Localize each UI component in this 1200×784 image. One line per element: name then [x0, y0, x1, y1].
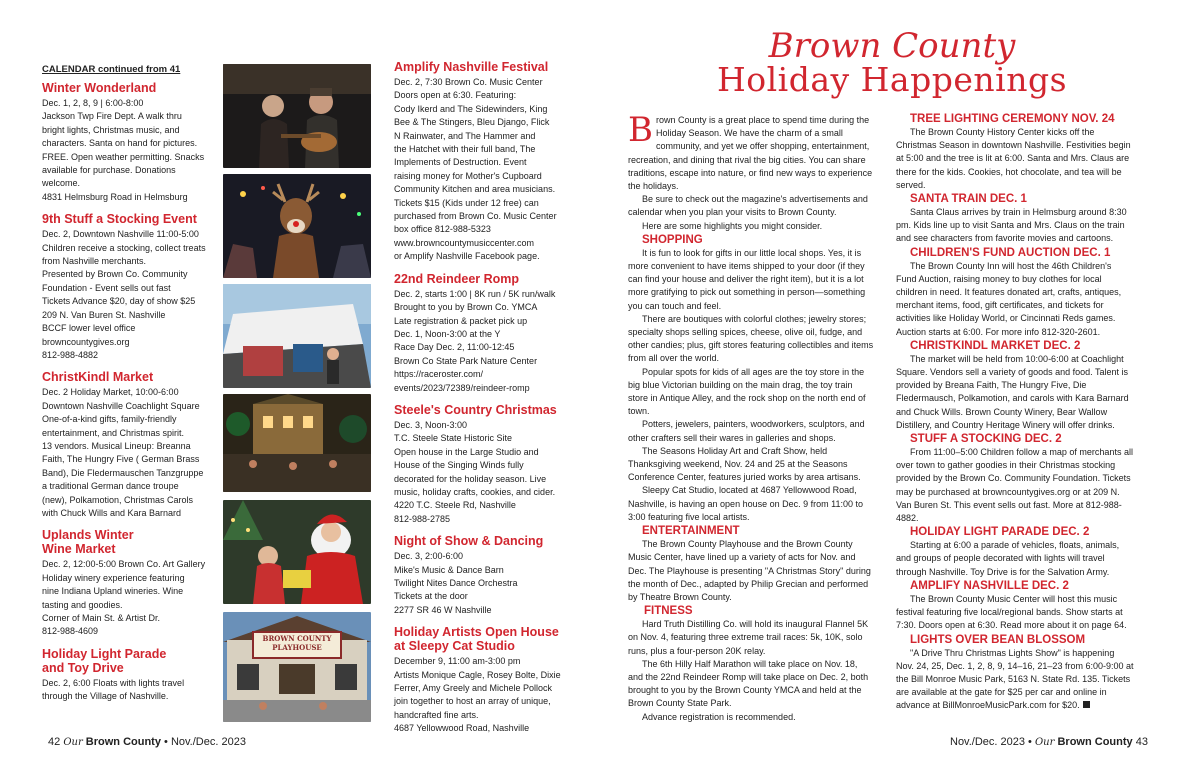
- calendar-event: [42, 81, 217, 204]
- article-paragraph: There are boutiques with colorful clothes; jewelry stores; specialty shops selling spices, cheese, olive oil, fudge, and other candies; plus, gift stores featuring collectibles and items from all over the world.: [628, 313, 874, 364]
- article-paragraph: Advance registration is recommended.: [642, 711, 796, 722]
- event-title: Amplify Nashville Festival: [394, 60, 549, 74]
- event-title: Steele's Country Christmas: [394, 402, 557, 417]
- event-paragraph: Santa Claus arrives by train in Helmsburg around 8:30 pm. Kids line up to visit Santa and Mrs. Claus on the train and see characters from favorite movies and cartoons.: [896, 207, 1127, 244]
- event-heading: TREE LIGHTING CEREMONY NOV. 24: [910, 113, 1115, 125]
- section-heading-shopping: SHOPPING: [642, 233, 703, 246]
- calendar-event: [42, 212, 217, 362]
- left-column-2: [394, 60, 572, 744]
- entertainment-section: [628, 538, 874, 604]
- calendar-event: [394, 403, 572, 526]
- shopping-section: [628, 247, 874, 524]
- event-heading: HOLIDAY LIGHT PARADE DEC. 2: [910, 526, 1090, 539]
- event-details: Dec. 2, Downtown Nashville 11:00-5:00 Children receive a stocking, collect treats from Nashville merchants. Presented by Brown Co. Community Foundation - Event sells out fast Tickets Advance $20, day of show $25 209 N. Van Buren St. Nashville BCCF lower level office browncountygives.org 812-988-4882: [42, 229, 206, 360]
- calendar-event: [42, 370, 217, 520]
- right-footer: [950, 736, 1148, 748]
- calendar-event: [394, 272, 572, 395]
- left-footer: [48, 736, 246, 748]
- intro-paragraph-3: Here are some highlights you might consider.: [642, 220, 823, 231]
- event-details: Dec. 2, 6:00 Floats with lights travel through the Village of Nashville.: [42, 677, 185, 702]
- event-title: Uplands Winter Wine Market: [42, 528, 134, 557]
- event-details: December 9, 11:00 am-3:00 pm Artists Monique Cagle, Rosey Bolte, Dixie Ferrer, Amy Greely and Michele Pollock join together to host an array of unique, handcrafted fine arts. 4687 Yellowwood Road, Nashville: [394, 656, 561, 734]
- event-heading: AMPLIFY NASHVILLE DEC. 2: [910, 579, 1069, 592]
- article-paragraph: Popular spots for kids of all ages are the toy store in the big blue Victorian building on the main drag, the toy train store in Antique Alley, and the rock shop on the north end of town.: [628, 366, 866, 417]
- article-paragraph: The Seasons Holiday Art and Craft Show, held Thanksgiving weekend, Nov. 24 and 25 at the Seasons Conference Center, features juried works by area artisans.: [628, 445, 861, 483]
- article-paragraph: Sleepy Cat Studio, located at 4687 Yellowwood Road, Nashville, is having an open house on Dec. 9 from 11:00 to 3:00 featuring five local artists.: [628, 485, 863, 522]
- event-details: Dec. 1, 2, 8, 9 | 6:00-8:00 Jackson Twp Fire Dept. A walk thru bright lights, Christmas music, and characters. Santa on hand for pictures. FREE. Open weather permitting. Snacks available for purchase. Donations welcome. 4831 Helmsburg Road in Helmsburg: [42, 98, 205, 202]
- calendar-events-col1: [42, 81, 217, 704]
- left-page-number: 42: [48, 736, 61, 748]
- right-events: [896, 112, 1134, 713]
- our-logo-right: Our: [1034, 737, 1055, 748]
- section-heading-entertainment: ENTERTAINMENT: [642, 525, 740, 538]
- article-column-left: [628, 110, 874, 724]
- calendar-header: CALENDAR continued from 41: [42, 64, 181, 75]
- intro-paragraph-2: Be sure to check out the magazine's advertisements and calendar when you plan your visits to Brown County.: [628, 194, 868, 218]
- event-details: Dec. 3, Noon-3:00 T.C. Steele State Historic Site Open house in the Large Studio and House of the Singing Winds fully decorated for the holiday season. Live music, holiday crafts, cookies, and cider. 4220 T.C. Steele Rd, Nashville 812-988-2785: [394, 419, 556, 524]
- event-paragraph: "A Drive Thru Christmas Lights Show" is happening Nov. 24, 25, Dec. 1, 2, 8, 9, 14–16, 21–23 from 6:00-9:00 at the Bill Monroe Music Park, 5163 N. State Rd. 135. Tickets are available at the gate for $25 per car and online in advance at BillMonroeMusicPark.com for $20.: [896, 647, 1134, 711]
- brand-name: Brown County: [85, 736, 161, 748]
- issue-date: • Nov./Dec. 2023: [164, 736, 246, 748]
- issue-date-right: Nov./Dec. 2023 •: [950, 736, 1032, 748]
- event-title: Holiday Artists Open House at Sleepy Cat Studio: [394, 625, 559, 654]
- article-title-line2: Holiday Happenings: [716, 60, 1068, 99]
- playhouse-sign: BROWN COUNTY PLAYHOUSE: [262, 634, 332, 652]
- event-paragraph: The Brown County Music Center will host this music festival featuring five local/regional bands. Show starts at 7:30. Doors open at 6:30. Read more about it on page 64.: [896, 593, 1127, 631]
- event-paragraph: From 11:00–5:00 Children follow a map of merchants all over town to gather goodies in their Christmas stocking provided by the Brown Co. Community Foundation. Tickets may be purchased at browncountygives.org or at 209 N. Van Buren St. This event sells out fast. More at 812-988-4882.: [896, 447, 1133, 524]
- event-heading: CHRISTKINDL MARKET DEC. 2: [910, 339, 1081, 352]
- photo-market-tent: [223, 284, 371, 388]
- calendar-event: [394, 60, 572, 264]
- section-heading-fitness: FITNESS: [644, 605, 693, 618]
- article-column-right: [896, 112, 1134, 713]
- event-details: Dec. 2 Holiday Market, 10:00-6:00 Downtown Nashville Coachlight Square One-of-a-kind gifts, family-friendly entertainment, and Christmas spirit. 13 vendors. Musical Lineup: Breanna Faith, The Hungry Five ( German Brass Band), Die Fledermauschen Tanzgruppe a traditional German dance troupe (new), Polkamotion, Christmas Carols with Chuck Wills and Kara Barnard: [42, 387, 204, 518]
- photo-santa: [223, 500, 371, 604]
- event-paragraph: Starting at 6:00 a parade of vehicles, floats, animals, and groups of people decorated with lights will travel through Nashville. Toy Drive is for the Salvation Army.: [896, 540, 1120, 577]
- article-paragraph: Potters, jewelers, painters, woodworkers, sculptors, and other crafters sell their wares in galleries and shops.: [628, 419, 865, 443]
- event-heading: STUFF A STOCKING DEC. 2: [910, 433, 1062, 446]
- end-mark-icon: [1083, 701, 1090, 708]
- event-details: Dec. 3, 2:00-6:00 Mike's Music & Dance Barn Twilight Nites Dance Orchestra Tickets at the door 2277 SR 46 W Nashville: [394, 551, 518, 615]
- event-heading: LIGHTS OVER BEAN BLOSSOM: [910, 633, 1086, 646]
- event-title: 22nd Reindeer Romp: [394, 271, 520, 286]
- event-title: Winter Wonderland: [42, 81, 157, 95]
- event-heading: SANTA TRAIN DEC. 1: [910, 193, 1027, 206]
- event-title: Night of Show & Dancing: [394, 534, 544, 549]
- photo-reindeer-mascot: [223, 174, 371, 278]
- event-details: Dec. 2, 12:00-5:00 Brown Co. Art Gallery Holiday winery experience featuring nine Indiana Upland wineries. Wine tasting and goodies. Corner of Main St. & Artist Dr. 812-988-4609: [42, 559, 206, 637]
- intro-paragraph: Brown County is a great place to spend time during the Holiday Season. We have the charm of a small community, and yet we offer shopping, entertainment, recreation, and dining that rival the big cities. You can share traditions, escape into nature, or find new ways to experience the holidays.: [628, 110, 873, 192]
- event-paragraph: The market will be held from 10:00-6:00 at Coachlight Square. Vendors sell a variety of goods and food. Talent is provided by Breana Faith, The Hungry Five, Die Fledermausch, Polkamotion, and carols with Kara Barnard and Chuck Wills. Brown County Winery, Bear Wallow Distillery, and Country Heritage Winery will offer drinks.: [896, 353, 1129, 430]
- article-paragraph: Hard Truth Distilling Co. will hold its inaugural Flannel 5K on Nov. 4, featuring three extreme trail races: 5k, 10K, solo runs, plus a four-person 20K relay.: [628, 619, 869, 656]
- event-paragraph: The Brown County History Center kicks off the Christmas Season in downtown Nashville. Festivities begin at 5:00 and the tree is lit at 6:00. Santa and Mrs. Claus are there for the kids. Cookies, hot chocolate, and tea will be served.: [896, 127, 1131, 190]
- left-column-1: [42, 64, 217, 712]
- drop-cap: B: [628, 110, 653, 150]
- article-title-line1: Brown County: [768, 26, 1016, 66]
- article-paragraph: It is fun to look for gifts in our little local shops. Yes, it is more convenient to have items shipped to your door (if they can find your house and deliver the right item), but it is a lot more gratifying to pick out something in person—something you can touch and feel.: [628, 247, 866, 311]
- calendar-event: [42, 528, 217, 638]
- photo-night-square: [223, 394, 371, 492]
- right-page-number: 43: [1135, 736, 1148, 748]
- calendar-event: [394, 625, 572, 735]
- event-title: Holiday Light Parade and Toy Drive: [42, 646, 167, 675]
- calendar-event: [394, 534, 572, 617]
- event-details: Dec. 2, starts 1:00 | 8K run / 5K run/walk Brought to you by Brown Co. YMCA Late registration & packet pick up Dec. 1, Noon-3:00 at the Y Race Day Dec. 2, 11:00-12:45 Brown Co State Park Nature Center https://raceroster.com/ events/2023/72389/reindeer-romp: [394, 288, 556, 393]
- brand-name-right: Brown County: [1057, 736, 1133, 748]
- photo-musicians: [223, 64, 371, 168]
- event-paragraph: The Brown County Inn will host the 46th Children's Fund Auction, raising money to buy clothes for local children in need. It features donated art, crafts, antiques, merchant items, food, gift certificates, and tickets for activities like Holiday World, or Cincinnati Reds games. Auction starts at 6:00. For more info 812-320-2601.: [896, 260, 1122, 337]
- article-paragraph: The 6th Hilly Half Marathon will take place on Nov. 18, and the 22nd Reindeer Romp will take place on Dec. 2, both brought to you by the Brown County YMCA and held at the Brown County State Park.: [628, 658, 869, 709]
- photo-playhouse: [223, 612, 371, 722]
- event-details: Dec. 2, 7:30 Brown Co. Music Center Doors open at 6:30. Featuring: Cody Ikerd and The Sidewinders, King Bee & The Stingers, Bleu Django, Flick N Rainwater, and The Hammer and the Hatchet with their full band, The Implements of Destruction. Event raising money for Mother's Cupboard Community Kitchen and area musicians. Tickets $15 (Kids under 12 free) can purchased from Brown Co. Music Center box office 812-988-5323 www.browncountymusiccenter.com or Amplify Nashville Facebook page.: [394, 77, 557, 262]
- our-logo: Our: [63, 737, 83, 748]
- calendar-events-col2: [394, 60, 572, 736]
- event-title: ChristKindl Market: [42, 370, 154, 385]
- calendar-event: [42, 647, 217, 704]
- fitness-section: [628, 618, 874, 724]
- article-paragraph: The Brown County Playhouse and the Brown County Music Center, have lined up a variety of acts for Nov. and Dec. The Playhouse is presenting "A Christmas Story" during the month of Dec., adapted by Philip Grecian and performed by Theatre Brown County.: [628, 539, 871, 602]
- event-heading: CHILDREN'S FUND AUCTION DEC. 1: [910, 246, 1111, 259]
- event-title: 9th Stuff a Stocking Event: [42, 212, 197, 227]
